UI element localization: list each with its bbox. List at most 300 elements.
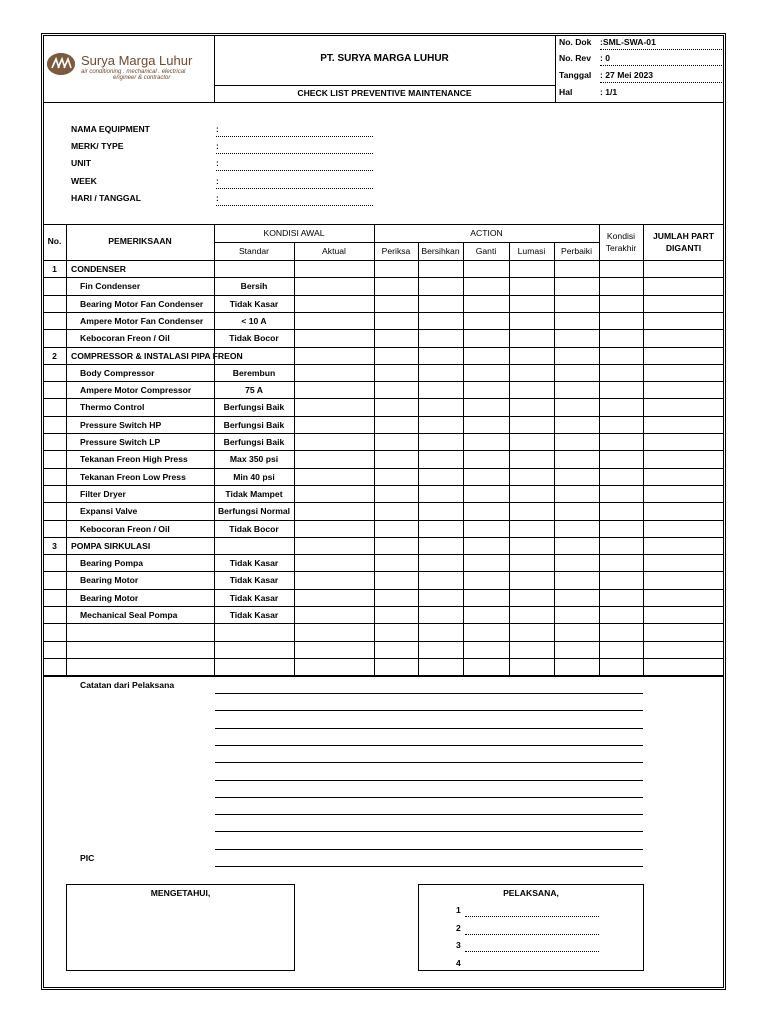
checklist-cell[interactable] [510,417,553,432]
checklist-cell[interactable] [600,486,642,501]
checklist-cell[interactable] [510,313,553,328]
checklist-cell[interactable] [295,503,373,518]
check-item: Expansi Valve [80,506,138,517]
checklist-cell[interactable] [510,296,553,311]
checklist-cell[interactable] [375,451,417,466]
checklist-cell[interactable] [464,521,508,536]
checklist-cell[interactable] [510,486,553,501]
pelaksana-number: 3 [456,940,461,950]
checklist-cell[interactable] [419,365,462,380]
checklist-cell[interactable] [510,555,553,570]
checklist-cell[interactable] [464,348,508,363]
pelaksana-signature-line [465,934,599,935]
checklist-cell[interactable] [419,261,462,276]
checklist-cell[interactable] [644,607,723,622]
checklist-cell[interactable] [555,555,598,570]
check-item: Bearing Motor [80,575,139,586]
note-line [215,728,643,729]
row-number: 3 [52,540,57,551]
standar-value: Tidak Kasar [229,575,279,586]
field-label: WEEK [71,176,97,186]
field-colon: : [216,158,219,168]
checklist-cell[interactable] [419,659,462,674]
checklist-cell[interactable] [555,469,598,484]
checklist-cell[interactable] [375,348,417,363]
header-divider [214,85,556,86]
checklist-cell[interactable] [600,451,642,466]
check-item: Thermo Control [80,402,145,413]
standar-value: Tidak Kasar [229,592,279,603]
checklist-cell[interactable] [375,624,417,639]
checklist-cell[interactable] [419,486,462,501]
checklist-cell[interactable] [644,590,723,605]
checklist-cell[interactable] [464,382,508,397]
checklist-cell[interactable] [464,572,508,587]
check-item: Filter Dryer [80,488,126,499]
checklist-cell[interactable] [644,624,723,639]
pelaksana-number: 4 [456,957,461,968]
doc-info-underline [600,49,722,50]
checklist-cell[interactable] [600,399,642,414]
checklist-cell[interactable] [295,296,373,311]
checklist-cell[interactable] [644,486,723,501]
checklist-cell[interactable] [555,261,598,276]
header-perbaiki: Perbaiki [560,246,593,256]
checklist-cell[interactable] [644,538,723,553]
checklist-cell[interactable] [600,382,642,397]
checklist-cell[interactable] [464,417,508,432]
doc-info-underline [600,82,722,83]
checklist-cell[interactable] [600,296,642,311]
checklist-cell[interactable] [510,659,553,674]
note-line [215,831,643,832]
checklist-cell[interactable] [600,434,642,449]
field-underline [216,170,373,171]
check-item: Bearing Motor [80,592,139,603]
checklist-cell[interactable] [510,365,553,380]
field-colon: : [216,124,219,134]
checklist-cell[interactable] [510,521,553,536]
checklist-cell[interactable] [510,538,553,553]
checklist-cell[interactable] [464,538,508,553]
checklist-cell[interactable] [419,451,462,466]
checklist-cell[interactable] [295,538,373,553]
checklist-cell[interactable] [419,503,462,518]
header-ganti: Ganti [475,246,497,256]
checklist-cell[interactable] [555,313,598,328]
checklist-cell[interactable] [419,590,462,605]
checklist-cell[interactable] [375,365,417,380]
checklist-cell[interactable] [419,607,462,622]
header-kondisi-terakhir: Kondisi [606,231,636,241]
checklist-cell[interactable] [600,607,642,622]
checklist-cell[interactable] [295,278,373,293]
checklist-cell[interactable] [600,642,642,657]
checklist-cell[interactable] [555,624,598,639]
pelaksana-label: PELAKSANA, [503,888,559,898]
checklist-cell[interactable] [600,417,642,432]
checklist-cell[interactable] [510,451,553,466]
checklist-cell[interactable] [555,399,598,414]
note-line [215,693,643,694]
checklist-cell[interactable] [464,555,508,570]
check-item: Ampere Motor Compressor [80,385,192,396]
checklist-cell[interactable] [295,365,373,380]
table-border [43,224,724,225]
checklist-cell[interactable] [555,538,598,553]
checklist-cell[interactable] [600,659,642,674]
checklist-cell[interactable] [419,434,462,449]
checklist-cell[interactable] [375,399,417,414]
row-number: 1 [52,264,57,274]
checklist-cell[interactable] [464,469,508,484]
checklist-cell[interactable] [600,538,642,553]
checklist-cell[interactable] [464,296,508,311]
field-label: UNIT [71,158,92,168]
checklist-cell[interactable] [555,278,598,293]
checklist-cell[interactable] [555,348,598,363]
checklist-cell[interactable] [555,330,598,345]
logo-emblem-icon [47,53,75,75]
checklist-cell[interactable] [644,365,723,380]
field-colon: : [216,176,219,186]
header-bersihkan: Bersihkan [421,246,460,256]
checklist-cell[interactable] [295,399,373,414]
checklist-cell[interactable] [375,278,417,293]
checklist-cell[interactable] [375,434,417,449]
checklist-cell[interactable] [510,330,553,345]
checklist-cell[interactable] [555,296,598,311]
checklist-cell[interactable] [419,642,462,657]
standar-value: Tidak Bocor [229,333,279,344]
table-column-line [66,224,67,675]
checklist-cell[interactable] [419,348,462,363]
doc-info-label: No. Dok [559,37,592,47]
checklist-cell[interactable] [375,590,417,605]
checklist-cell[interactable] [375,469,417,484]
pelaksana-number: 1 [456,905,461,915]
checklist-cell[interactable] [555,503,598,518]
checklist-cell[interactable] [375,296,417,311]
company-logo [47,53,217,93]
checklist-cell[interactable] [295,417,373,432]
header-periksa: Periksa [381,246,411,256]
header-aktual: Aktual [322,246,346,256]
checklist-cell[interactable] [295,590,373,605]
checklist-cell[interactable] [464,607,508,622]
checklist-cell[interactable] [419,538,462,553]
standar-value: Tidak Kasar [229,298,279,309]
doc-info-underline [600,65,722,66]
checklist-cell[interactable] [375,555,417,570]
checklist-cell[interactable] [555,486,598,501]
checklist-cell[interactable] [295,451,373,466]
header-pemeriksaan: PEMERIKSAAN [108,236,172,246]
doc-info-value: : 0 [600,53,611,63]
checklist-cell[interactable] [644,659,723,674]
checklist-cell[interactable] [464,486,508,501]
header-lumasi: Lumasi [517,246,546,256]
header-kondisi-terakhir: Terakhir [605,243,637,253]
checklist-cell[interactable] [419,555,462,570]
field-label: HARI / TANGGAL [71,193,142,203]
checklist-cell[interactable] [464,503,508,518]
checklist-cell[interactable] [510,572,553,587]
doc-info-value: : 1/1 [600,87,618,97]
checklist-cell[interactable] [295,313,373,328]
checklist-cell[interactable] [375,330,417,345]
checklist-cell[interactable] [375,521,417,536]
checklist-cell[interactable] [644,313,723,328]
section-title: COMPRESSOR & INSTALASI PIPA FREON [71,350,243,361]
checklist-cell[interactable] [644,451,723,466]
check-item: Kebocoran Freon / Oil [80,333,170,344]
checklist-cell[interactable] [295,642,373,657]
header-kondisi-awal: KONDISI AWAL [263,228,325,238]
checklist-cell[interactable] [295,555,373,570]
checklist-cell[interactable] [644,434,723,449]
pelaksana-signature-line [465,951,599,952]
table-subheader-line [214,242,599,243]
checklist-cell[interactable] [644,572,723,587]
header-jumlah-part: DIGANTI [665,243,702,253]
checklist-cell[interactable] [295,572,373,587]
checklist-cell[interactable] [644,330,723,345]
checklist-cell[interactable] [295,486,373,501]
field-underline [216,136,373,137]
note-line [215,814,643,815]
field-label: MERK/ TYPE [71,141,124,151]
check-item: Pressure Switch LP [80,437,161,447]
checklist-cell[interactable] [644,261,723,276]
checklist-cell[interactable] [419,399,462,414]
checklist-cell[interactable] [510,348,553,363]
checklist-cell[interactable] [295,521,373,536]
note-line [215,762,643,763]
checklist-cell[interactable] [555,417,598,432]
checklist-cell[interactable] [295,348,373,363]
table-column-line [214,224,215,675]
checklist-cell[interactable] [510,261,553,276]
check-item: Bearing Pompa [80,558,144,569]
checklist-cell[interactable] [600,348,642,363]
checklist-cell[interactable] [600,590,642,605]
checklist-cell[interactable] [510,642,553,657]
checklist-cell[interactable] [555,365,598,380]
check-item: Ampere Motor Fan Condenser [80,315,204,326]
section-title: POMPA SIRKULASI [71,540,151,551]
standar-value: Min 40 psi [233,471,275,482]
check-item: Body Compressor [80,367,155,378]
checklist-cell[interactable] [600,313,642,328]
checklist-cell[interactable] [295,382,373,397]
field-underline [216,205,373,206]
checklist-cell[interactable] [295,469,373,484]
checklist-cell[interactable] [464,313,508,328]
catatan-label: Catatan dari Pelaksana [80,680,175,690]
checklist-cell[interactable] [644,555,723,570]
standar-value: Tidak Kasar [229,558,279,569]
checklist-cell[interactable] [375,417,417,432]
note-line [215,849,643,850]
checklist-cell[interactable] [295,624,373,639]
doc-info-label: No. Rev [559,53,591,63]
checklist-cell[interactable] [295,607,373,622]
checklist-cell[interactable] [295,330,373,345]
doc-info-value: :SML-SWA-01 [600,37,656,47]
checklist-cell[interactable] [510,399,553,414]
checklist-cell[interactable] [375,538,417,553]
standar-value: Berfungsi Baik [223,419,285,430]
checklist-cell[interactable] [464,399,508,414]
checklist-cell[interactable] [419,469,462,484]
checklist-cell[interactable] [510,624,553,639]
checklist-cell[interactable] [295,434,373,449]
checklist-cell[interactable] [644,469,723,484]
checklist-cell[interactable] [555,642,598,657]
checklist-cell[interactable] [464,642,508,657]
field-label: NAMA EQUIPMENT [71,124,150,134]
checklist-cell[interactable] [600,555,642,570]
check-item: Mechanical Seal Pompa [80,610,178,620]
logo-tagline-line2: engineer & contractor [113,75,171,82]
check-item: Pressure Switch HP [80,419,162,430]
checklist-cell[interactable] [644,521,723,536]
checklist-cell[interactable] [464,590,508,605]
checklist-cell[interactable] [464,624,508,639]
checklist-cell[interactable] [644,296,723,311]
header-standar: Standar [238,246,270,256]
check-item: Bearing Motor Fan Condenser [80,298,204,309]
checklist-cell[interactable] [510,590,553,605]
checklist-cell[interactable] [644,399,723,414]
checklist-cell[interactable] [464,261,508,276]
standar-value: Tidak Kasar [229,610,279,620]
checklist-cell[interactable] [510,607,553,622]
checklist-cell[interactable] [600,572,642,587]
checklist-cell[interactable] [510,434,553,449]
checklist-cell[interactable] [375,313,417,328]
checklist-cell[interactable] [419,278,462,293]
header-action: ACTION [470,228,503,238]
standar-value: Berfungsi Normal [217,506,291,517]
checklist-cell[interactable] [555,521,598,536]
checklist-cell[interactable] [464,330,508,345]
checklist-cell[interactable] [295,659,373,674]
field-underline [216,188,373,189]
logo-name: Surya Marga Luhur [81,53,193,68]
standar-value: Berembun [232,367,276,378]
checklist-cell[interactable] [510,382,553,397]
checklist-cell[interactable] [419,382,462,397]
checklist-cell[interactable] [375,642,417,657]
check-item: Fin Condenser [80,281,141,292]
logo-tagline-line1: air conditioning . mechanical . electrical [81,69,186,75]
note-line [215,780,643,781]
mengetahui-label: MENGETAHUI, [150,888,211,898]
checklist-cell[interactable] [419,624,462,639]
checklist-cell[interactable] [375,503,417,518]
checklist-cell[interactable] [464,451,508,466]
checklist-cell[interactable] [600,278,642,293]
header-no: No. [47,236,62,246]
standar-value: Max 350 psi [229,454,279,465]
checklist-cell[interactable] [600,469,642,484]
checklist-cell[interactable] [375,572,417,587]
checklist-cell[interactable] [419,521,462,536]
checklist-cell[interactable] [644,417,723,432]
checklist-cell[interactable] [555,434,598,449]
pic-label: PIC [80,853,95,863]
checklist-cell[interactable] [510,469,553,484]
checklist-cell[interactable] [419,313,462,328]
checklist-cell[interactable] [600,261,642,276]
checklist-cell[interactable] [464,434,508,449]
note-line [215,710,643,711]
company-title: PT. SURYA MARGA LUHUR [320,53,449,64]
checklist-cell[interactable] [555,382,598,397]
checklist-cell[interactable] [375,607,417,622]
checklist-cell[interactable] [644,642,723,657]
doc-info-value: : 27 Mei 2023 [600,70,654,80]
logo-mark-icon [47,53,75,75]
checklist-cell[interactable] [510,503,553,518]
checklist-cell[interactable] [419,417,462,432]
checklist-cell[interactable] [644,503,723,518]
document-subtitle: CHECK LIST PREVENTIVE MAINTENANCE [297,88,472,98]
header-divider [555,35,556,102]
checklist-cell[interactable] [600,330,642,345]
checklist-cell[interactable] [600,521,642,536]
checklist-cell[interactable] [510,278,553,293]
checklist-cell[interactable] [555,572,598,587]
field-colon: : [216,193,219,203]
checklist-cell[interactable] [375,261,417,276]
pelaksana-number: 2 [456,922,461,933]
checklist-cell[interactable] [464,278,508,293]
mengetahui-box [66,884,295,971]
checklist-cell[interactable] [375,486,417,501]
standar-value: Bersih [240,281,268,292]
checklist-cell[interactable] [375,659,417,674]
pelaksana-box [418,884,644,971]
section-title: CONDENSER [71,264,126,274]
checklist-cell[interactable] [464,659,508,674]
checklist-cell[interactable] [295,261,373,276]
notes-top-border [43,676,724,677]
standar-value: Berfungsi Baik [223,402,285,413]
checklist-cell[interactable] [644,278,723,293]
checklist-cell[interactable] [555,590,598,605]
checklist-cell[interactable] [600,365,642,380]
checklist-cell[interactable] [555,659,598,674]
checklist-cell[interactable] [600,503,642,518]
checklist-cell[interactable] [555,607,598,622]
checklist-cell[interactable] [375,382,417,397]
standar-value: 75 A [245,385,263,396]
checklist-cell[interactable] [419,330,462,345]
checklist-cell[interactable] [555,451,598,466]
note-line [215,745,643,746]
checklist-cell[interactable] [644,382,723,397]
checklist-cell[interactable] [600,624,642,639]
checklist-cell[interactable] [464,365,508,380]
checklist-cell[interactable] [644,348,723,363]
note-line [215,797,643,798]
checklist-cell[interactable] [419,572,462,587]
checklist-cell[interactable] [419,296,462,311]
standar-value: Tidak Mampet [225,488,283,499]
